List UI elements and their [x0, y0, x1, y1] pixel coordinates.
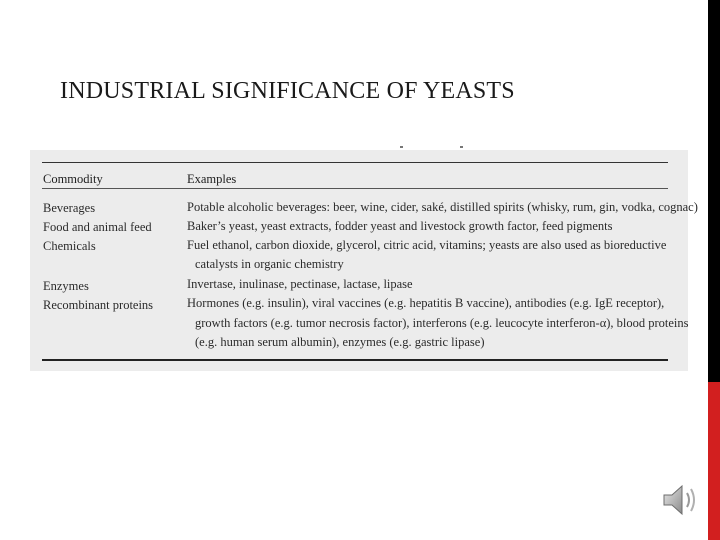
- examples-chemicals-line1: Fuel ethanol, carbon dioxide, glycerol, citric acid, vitamins; yeasts are also used as bioreductive: [187, 238, 667, 252]
- examples-chemicals-line2: catalysts in organic chemistry: [195, 257, 344, 271]
- speaker-icon[interactable]: [660, 480, 700, 520]
- yeast-table: [30, 150, 698, 371]
- examples-food-feed: Baker’s yeast, yeast extracts, fodder yeast and livestock growth factor, feed pigments: [187, 219, 613, 233]
- examples-recombinant-line1: Hormones (e.g. insulin), viral vaccines (e.g. hepatitis B vaccine), antibodies (e.g. IgE receptor),: [187, 296, 665, 310]
- slide-title: INDUSTRIAL SIGNIFICANCE OF YEASTS: [60, 78, 515, 104]
- commodity-recombinant-proteins: Recombinant proteins: [43, 298, 154, 312]
- examples-enzymes: Invertase, inulinase, pectinase, lactase, lipase: [187, 277, 413, 291]
- commodity-enzymes: Enzymes: [43, 279, 89, 293]
- table-top-rule: [42, 162, 668, 163]
- right-edge-accent: [708, 382, 720, 540]
- table-bottom-rule: [42, 359, 668, 361]
- table-header-rule: [42, 188, 668, 189]
- header-examples: Examples: [187, 172, 237, 186]
- commodity-beverages: Beverages: [43, 201, 96, 215]
- commodity-chemicals: Chemicals: [43, 239, 96, 253]
- examples-beverages: Potable alcoholic beverages: beer, wine, cider, saké, distilled spirits (whisky, rum, gin, vodka, cognac): [187, 200, 698, 214]
- examples-recombinant-line3: (e.g. human serum albumin), enzymes (e.g. gastric lipase): [195, 335, 485, 349]
- examples-recombinant-line2: growth factors (e.g. tumor necrosis factor), interferons (e.g. leucocyte interferon-α), blood proteins: [195, 316, 689, 330]
- commodity-food-feed: Food and animal feed: [43, 220, 152, 234]
- header-commodity: Commodity: [43, 172, 103, 186]
